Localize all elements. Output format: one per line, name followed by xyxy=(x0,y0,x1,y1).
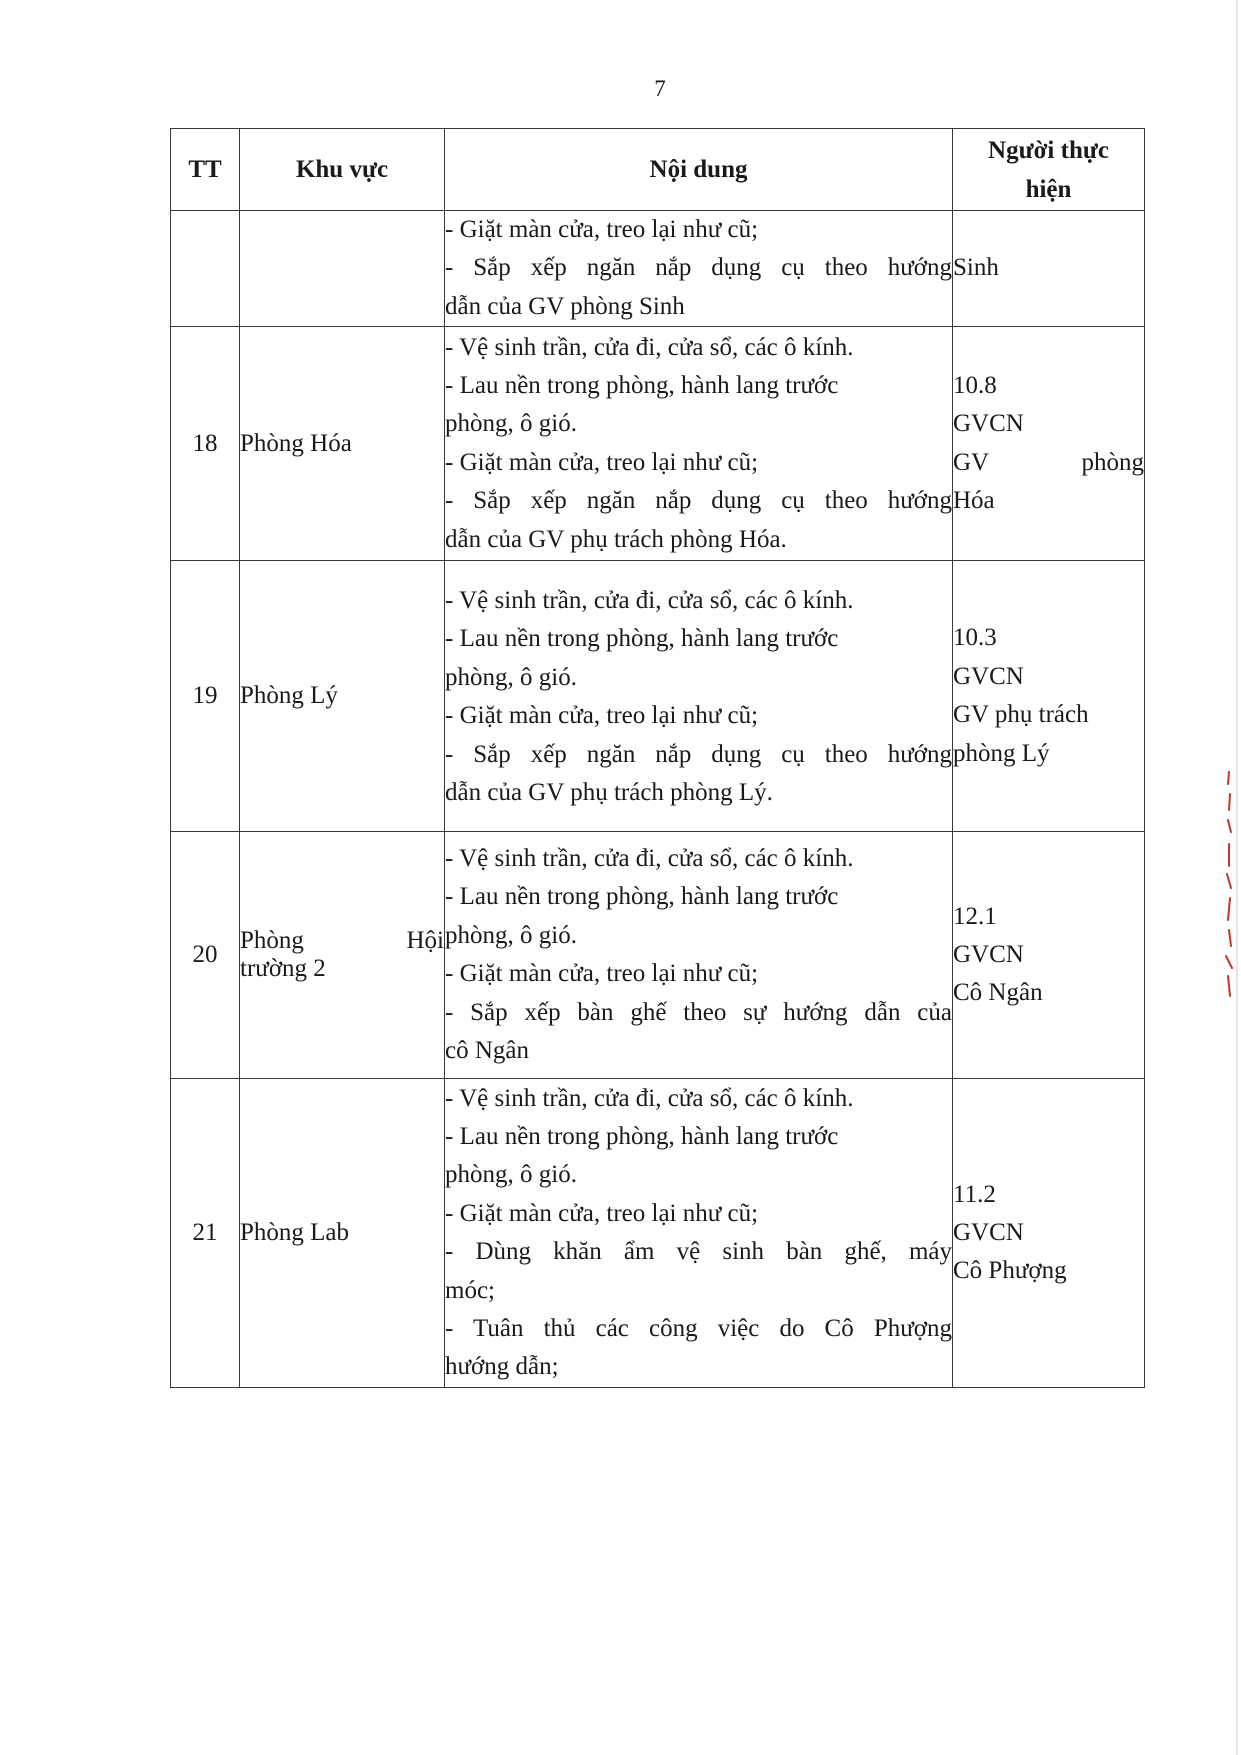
person-line: Hóa xyxy=(953,487,995,515)
row-content xyxy=(445,327,953,561)
person-line: GVCN xyxy=(953,662,1024,690)
content-line: phòng, ô gió. xyxy=(445,663,577,691)
table-row xyxy=(171,211,1145,327)
row-tt xyxy=(171,211,240,327)
person-line: GVCN xyxy=(953,410,1024,438)
person-line: 10.3 xyxy=(953,624,997,652)
person-line: GV phòng xyxy=(953,448,1144,476)
person-line: GVCN xyxy=(953,941,1024,969)
page-edge xyxy=(1236,0,1238,1755)
row-tt: 20 xyxy=(171,832,240,1079)
person-line: 11.2 xyxy=(953,1180,996,1208)
content-line: - Lau nền trong phòng, hành lang trước xyxy=(445,883,839,911)
content-line: hướng dẫn; xyxy=(445,1353,559,1381)
header-content: Nội dung xyxy=(445,129,953,211)
header-person-line-1: Người thực xyxy=(988,136,1109,164)
person-line: Cô Phượng xyxy=(953,1257,1067,1285)
person-line: 10.8 xyxy=(953,371,997,399)
header-person xyxy=(953,129,1145,211)
content-line: - Vệ sinh trần, cửa đi, cửa sổ, các ô kính. xyxy=(445,1084,854,1112)
content-line: - Giặt màn cửa, treo lại như cũ; xyxy=(445,216,759,243)
table-row xyxy=(171,1079,1145,1388)
person-line: Sinh xyxy=(953,254,999,282)
content-line: móc; xyxy=(445,1276,495,1304)
content-line: phòng, ô gió. xyxy=(445,410,577,438)
row-content xyxy=(445,561,953,832)
row-tt: 18 xyxy=(171,327,240,561)
content-line: - Lau nền trong phòng, hành lang trước xyxy=(445,625,839,653)
content-line: - Giặt màn cửa, treo lại như cũ; xyxy=(445,702,759,730)
content-line: - Vệ sinh trần, cửa đi, cửa sổ, các ô kính. xyxy=(445,845,854,872)
row-person xyxy=(953,327,1145,561)
row-person xyxy=(953,561,1145,832)
table-header-row xyxy=(171,129,1145,211)
row-tt: 21 xyxy=(171,1079,240,1388)
person-line: GV phụ trách xyxy=(953,701,1089,729)
content-line: - Dùng khăn ẩm vệ sinh bàn ghế, máy xyxy=(445,1238,952,1266)
header-tt: TT xyxy=(171,129,240,211)
person-line: GVCN xyxy=(953,1219,1024,1247)
person-line: 12.1 xyxy=(953,902,997,930)
content-line: - Giặt màn cửa, treo lại như cũ; xyxy=(445,960,759,988)
content-line: - Vệ sinh trần, cửa đi, cửa sổ, các ô kính. xyxy=(445,587,854,614)
row-content xyxy=(445,211,953,327)
person-line: Cô Ngân xyxy=(953,979,1043,1007)
area-line: Phòng Hội xyxy=(240,927,444,955)
content-line: - Tuân thủ các công việc do Cô Phượng xyxy=(445,1315,952,1343)
content-line: - Sắp xếp ngăn nắp dụng cụ theo hướng xyxy=(445,487,952,515)
row-person xyxy=(953,1079,1145,1388)
content-line: - Vệ sinh trần, cửa đi, cửa sổ, các ô kính. xyxy=(445,333,854,361)
area-line: trường 2 xyxy=(240,955,326,983)
row-area xyxy=(240,832,445,1079)
header-person-line-2: hiện xyxy=(1025,175,1072,203)
row-area: Phòng Hóa xyxy=(240,327,445,561)
content-line: - Sắp xếp bàn ghế theo sự hướng dẫn của xyxy=(445,998,952,1026)
page-number: 7 xyxy=(654,76,666,101)
content-line: - Sắp xếp ngăn nắp dụng cụ theo hướng xyxy=(445,254,952,282)
row-person xyxy=(953,832,1145,1079)
content-line: - Giặt màn cửa, treo lại như cũ; xyxy=(445,448,759,476)
task-table xyxy=(170,128,1145,1388)
row-content xyxy=(445,832,953,1079)
row-content xyxy=(445,1079,953,1388)
content-line: - Lau nền trong phòng, hành lang trước xyxy=(445,1123,839,1150)
header-area: Khu vực xyxy=(240,129,445,211)
content-line: phòng, ô gió. xyxy=(445,1161,577,1189)
row-area: Phòng Lý xyxy=(240,561,445,832)
content-line: dẫn của GV phụ trách phòng Lý. xyxy=(445,779,773,807)
row-tt: 19 xyxy=(171,561,240,832)
margin-signature-mark xyxy=(1222,770,1236,1000)
content-line: phòng, ô gió. xyxy=(445,921,577,949)
content-line: - Giặt màn cửa, treo lại như cũ; xyxy=(445,1199,759,1227)
table-row xyxy=(171,327,1145,561)
row-area xyxy=(240,211,445,327)
table-row xyxy=(171,561,1145,832)
person-line: phòng Lý xyxy=(953,739,1050,767)
content-line: - Lau nền trong phòng, hành lang trước xyxy=(445,371,839,399)
content-line: dẫn của GV phụ trách phòng Hóa. xyxy=(445,525,787,553)
content-line: cô Ngân xyxy=(445,1037,529,1065)
table-row xyxy=(171,832,1145,1079)
content-line: - Sắp xếp ngăn nắp dụng cụ theo hướng xyxy=(445,740,952,768)
row-area: Phòng Lab xyxy=(240,1079,445,1388)
row-person xyxy=(953,211,1145,327)
content-line: dẫn của GV phòng Sinh xyxy=(445,292,685,320)
